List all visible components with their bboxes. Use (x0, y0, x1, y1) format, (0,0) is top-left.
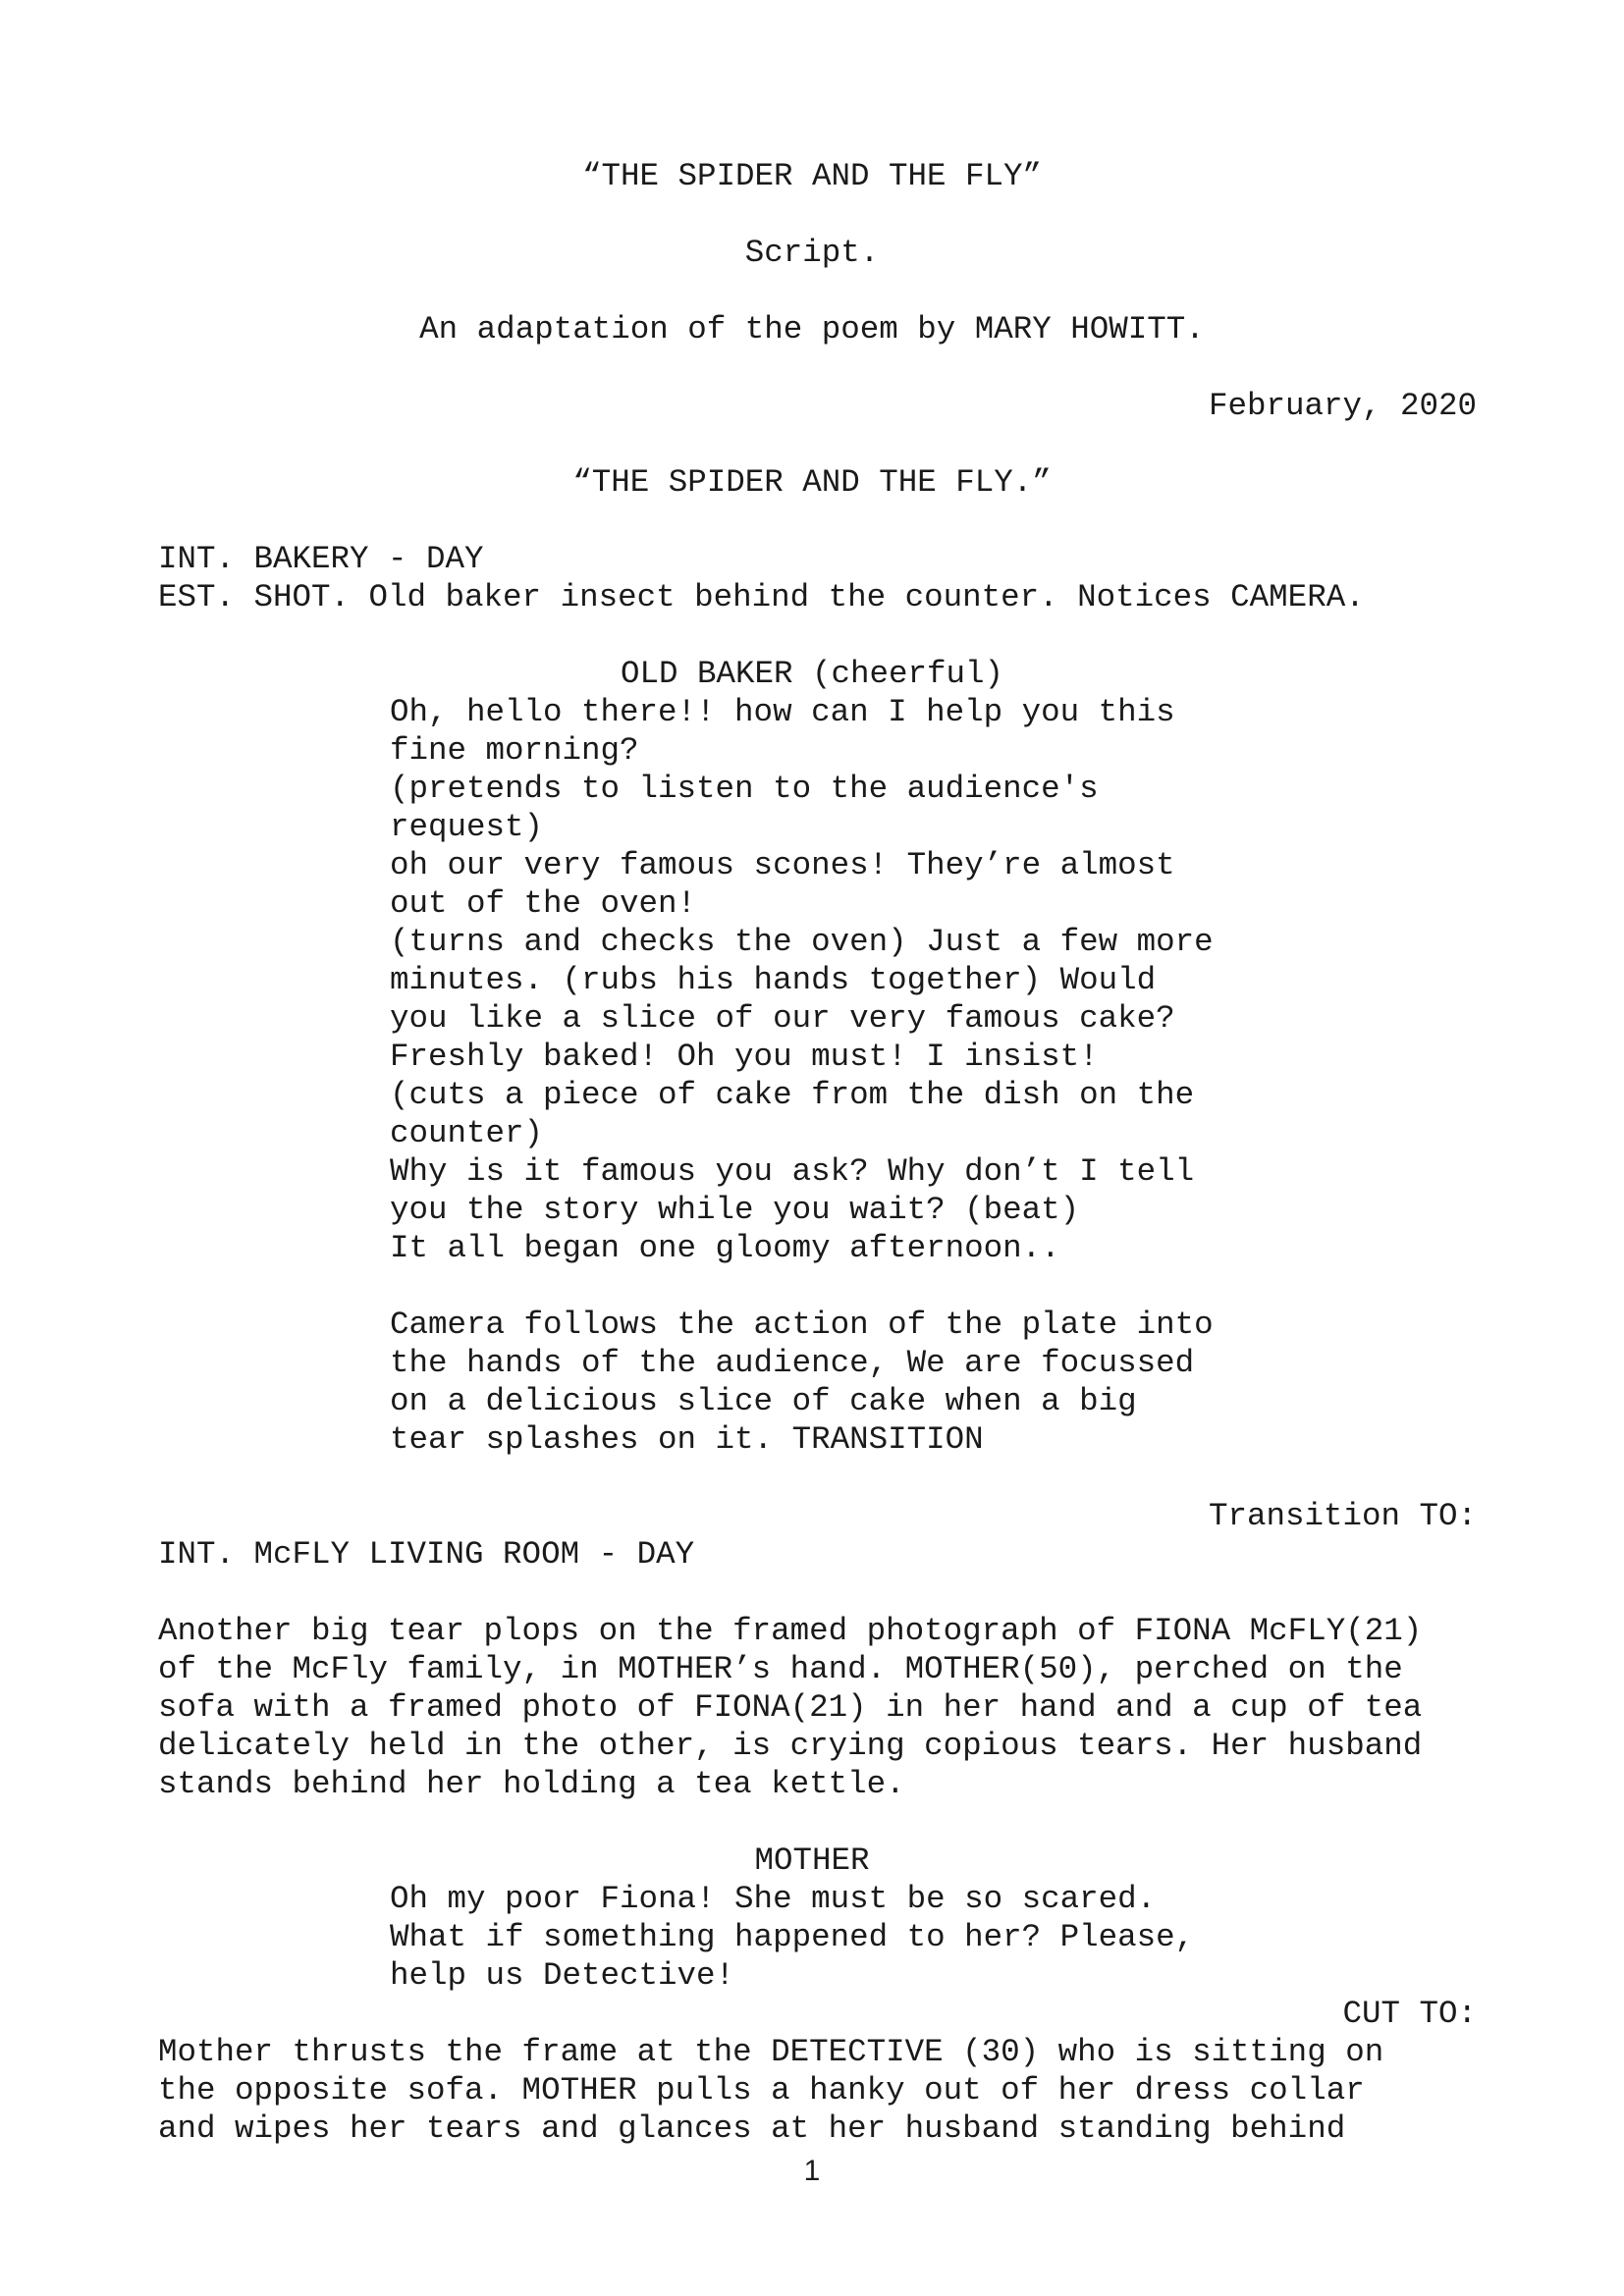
scene-heading-bakery: INT. BAKERY - DAY (158, 541, 484, 577)
camera-line: Camera follows the action of the plate into (390, 1307, 1214, 1343)
cut-to: CUT TO: (1342, 1996, 1477, 2032)
dialogue-line: help us Detective! (390, 1957, 735, 1994)
dialogue-line: oh our very famous scones! They’re almost (390, 847, 1175, 883)
script-heading: “THE SPIDER AND THE FLY.” (572, 464, 1052, 501)
action-line: of the McFly family, in MOTHER’s hand. MOTHER(50), perched on the (158, 1651, 1403, 1687)
dialogue-line: minutes. (rubs his hands together) Would (390, 962, 1157, 998)
action-line: sofa with a framed photo of FIONA(21) in her hand and a cup of tea (158, 1689, 1423, 1726)
camera-line: on a delicious slice of cake when a big (390, 1383, 1137, 1419)
action-line: and wipes her tears and glances at her husband standing behind (158, 2110, 1346, 2147)
action-line: EST. SHOT. Old baker insect behind the counter. Notices CAMERA. (158, 579, 1365, 615)
dialogue-line: Oh, hello there!! how can I help you this (390, 694, 1175, 730)
action-line: Another big tear plops on the framed photograph of FIONA McFLY(21) (158, 1613, 1423, 1649)
dialogue-line: Why is it famous you ask? Why don’t I tell (390, 1153, 1195, 1190)
camera-line: tear splashes on it. TRANSITION (390, 1421, 984, 1458)
dialogue-line: (cuts a piece of cake from the dish on the (390, 1077, 1195, 1113)
dialogue-line: you like a slice of our very famous cake? (390, 1000, 1175, 1037)
dialogue-line: What if something happened to her? Please, (390, 1919, 1195, 1955)
action-line: delicately held in the other, is crying copious tears. Her husband (158, 1728, 1423, 1764)
dialogue-line: fine morning? (390, 732, 639, 769)
script-date: February, 2020 (1208, 388, 1477, 424)
character-name-old-baker: OLD BAKER (cheerful) (620, 656, 1004, 692)
dialogue-line: you the story while you wait? (beat) (390, 1192, 1080, 1228)
scene-heading-living-room: INT. McFLY LIVING ROOM - DAY (158, 1536, 695, 1573)
dialogue-line: (pretends to listen to the audience's (390, 771, 1099, 807)
dialogue-line: counter) (390, 1115, 544, 1151)
camera-line: the hands of the audience, We are focussed (390, 1345, 1195, 1381)
adaptation-credit: An adaptation of the poem by MARY HOWITT. (419, 311, 1205, 347)
script-subtitle: Script. (744, 235, 880, 271)
transition-to: Transition TO: (1208, 1498, 1477, 1534)
action-line: Mother thrusts the frame at the DETECTIVE (30) who is sitting on (158, 2034, 1384, 2070)
dialogue-line: request) (390, 809, 544, 845)
dialogue-line: Freshly baked! Oh you must! I insist! (390, 1039, 1099, 1075)
action-line: stands behind her holding a tea kettle. (158, 1766, 905, 1802)
page-number: 1 (803, 2155, 821, 2187)
character-name-mother: MOTHER (754, 1842, 870, 1879)
dialogue-line: It all began one gloomy afternoon.. (390, 1230, 1060, 1266)
action-line: the opposite sofa. MOTHER pulls a hanky out of her dress collar (158, 2072, 1365, 2109)
script-title: “THE SPIDER AND THE FLY” (581, 158, 1043, 194)
dialogue-line: Oh my poor Fiona! She must be so scared. (390, 1881, 1157, 1917)
dialogue-line: (turns and checks the oven) Just a few more (390, 924, 1214, 960)
dialogue-line: out of the oven! (390, 885, 697, 922)
